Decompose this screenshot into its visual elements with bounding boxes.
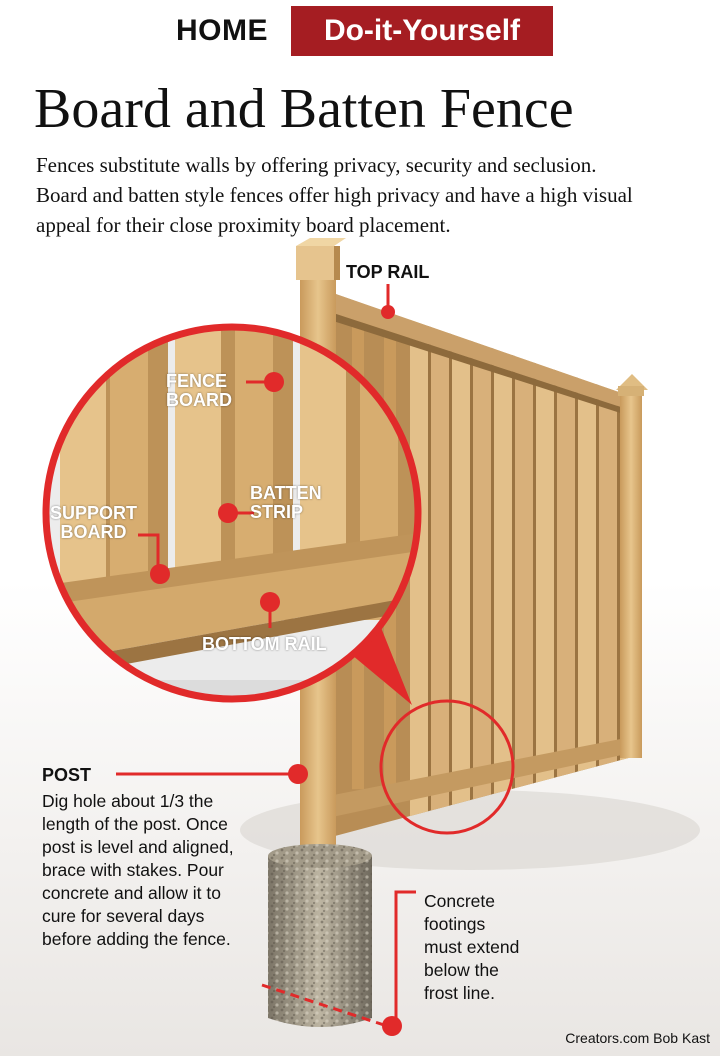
label-fence-board-line1: FENCE	[166, 371, 228, 391]
batten-strip	[617, 391, 620, 761]
batten-strip	[554, 370, 557, 778]
credit: Creators.com Bob Kast	[565, 1030, 710, 1046]
label-batten-strip	[250, 484, 322, 522]
header-section: HOME	[176, 14, 268, 47]
label-top-rail: TOP RAIL	[346, 262, 430, 282]
fence-board	[578, 378, 596, 772]
callout-footing	[382, 892, 416, 1036]
label-batten-strip-line1: BATTEN	[250, 483, 322, 503]
batten-strip	[449, 333, 452, 805]
intro-text: Fences substitute walls by offering privacy, security and seclusion. Board and batten style fences offer high privacy and have a high visual appeal for their close proximity board placement.	[36, 153, 633, 237]
batten-strip	[470, 340, 473, 800]
magnified-board	[60, 320, 106, 620]
batten-strip	[491, 348, 494, 795]
fence-board	[536, 363, 554, 782]
label-support-board-line2: BOARD	[60, 522, 127, 542]
fence-board	[431, 327, 449, 811]
footing-note: Concrete footings must extend below the frost line.	[424, 891, 520, 1003]
label-post: POST	[42, 765, 92, 785]
callout-top-rail	[381, 284, 395, 319]
fence-board	[557, 371, 575, 777]
concrete-footing	[268, 844, 372, 1027]
batten-strip	[533, 362, 536, 783]
header-category-badge: Do-it-Yourself	[291, 6, 553, 56]
batten-strip	[596, 384, 599, 766]
post-instructions: Dig hole about 1/3 the length of the post. Once post is level and aligned, brace with stakes. Pour concrete and allow it to cure for several days before adding the fence.	[42, 791, 234, 949]
fence-board	[473, 342, 491, 800]
page-title: Board and Batten Fence	[34, 78, 574, 140]
label-bottom-rail: BOTTOM RAIL	[202, 634, 327, 654]
callout-post	[116, 764, 308, 784]
batten-strip	[428, 326, 431, 811]
label-fence-board	[166, 372, 232, 410]
fence-board	[515, 356, 533, 788]
label-batten-strip-line2: STRIP	[250, 502, 304, 522]
label-support-board-line1: SUPPORT	[50, 503, 138, 523]
batten-strip	[575, 377, 578, 772]
end-post	[620, 388, 642, 758]
label-fence-board-line2: BOARD	[166, 390, 232, 410]
fence-board	[599, 385, 617, 766]
label-support-board	[50, 504, 137, 542]
batten-strip	[512, 355, 515, 789]
fence-board	[494, 349, 512, 794]
fence-board	[452, 334, 470, 805]
